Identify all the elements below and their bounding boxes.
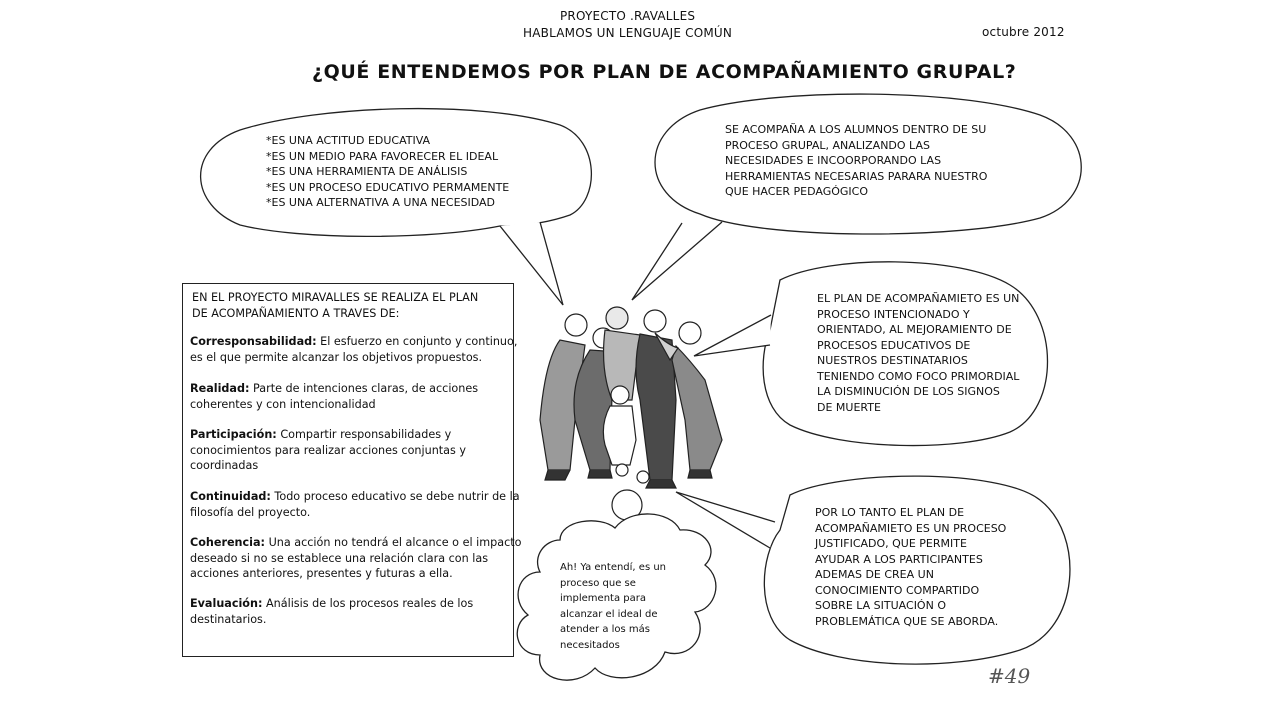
box-item-term: Participación: <box>190 428 277 441</box>
header-subtitle: HABLAMOS UN LENGUAJE COMÚN <box>523 26 733 40</box>
bubble-bottom-right-text <box>815 505 1006 629</box>
bubble-line: *ES UNA ALTERNATIVA A UNA NECESIDAD <box>266 196 496 209</box>
cloud-line: alcanzar el ideal de <box>560 608 658 620</box>
box-item-evaluacion <box>190 596 473 627</box>
bubble-top-right-text <box>725 122 987 200</box>
bubble-line: *ES UNA HERRAMIENTA DE ANÁLISIS <box>266 165 468 178</box>
box-item-desc: El esfuerzo en conjunto y continuo, <box>316 335 518 348</box>
bubble-line: *ES UN MEDIO PARA FAVORECER EL IDEAL <box>266 149 499 163</box>
cloud-line: proceso que se <box>560 577 636 589</box>
header-project: PROYECTO .RAVALLES <box>560 9 696 23</box>
bubble-line: ADEMAS DE CREA UN <box>815 568 934 581</box>
bubble-line: QUE HACER PEDAGÓGICO <box>725 185 869 198</box>
bubble-line: DE MUERTE <box>817 400 881 414</box>
group-of-people-illustration <box>540 307 722 488</box>
box-item-continuidad <box>190 489 520 520</box>
bubble-line: SOBRE LA SITUACIÓN O <box>815 599 946 612</box>
bubble-mid-right-text <box>817 291 1019 415</box>
handwritten-page-number: #49 <box>988 664 1031 688</box>
bubble-line: TENIENDO COMO FOCO PRIMORDIAL <box>817 369 1020 383</box>
bubble-line: NUESTROS DESTINATARIOS <box>817 354 968 367</box>
bubble-line: ORIENTADO, AL MEJORAMIENTO DE <box>817 323 1012 336</box>
box-item-corresponsabilidad <box>190 334 517 365</box>
bubble-line: *ES UNA ACTITUD EDUCATIVA <box>266 134 431 147</box>
box-item-desc: Una acción no tendrá el alcance o el impacto deseado si no se establece una relación clara con las acciones anteriores, presentes y futuras a ella. <box>190 536 522 580</box>
box-intro <box>192 290 478 321</box>
page-title: ¿QUÉ ENTENDEMOS POR PLAN DE ACOMPAÑAMIENTO GRUPAL? <box>312 61 1017 83</box>
box-item-desc: Compartir responsabilidades y conocimientos para realizar acciones conjuntas y coordinadas <box>190 428 467 472</box>
bubble-line: NECESIDADES E INCOORPORANDO LAS <box>725 154 942 167</box>
cloud-line: implementa para <box>560 593 646 604</box>
box-item-desc: Parte de intenciones claras, de acciones coherentes y con intencionalidad <box>190 382 479 411</box>
bubble-line: PROCESOS EDUCATIVOS DE <box>817 338 971 352</box>
box-item-desc: Todo proceso educativo se debe nutrir de la filosofía del proyecto. <box>190 490 520 519</box>
bubble-line: *ES UN PROCESO EDUCATIVO PERMAMENTE <box>266 180 510 194</box>
box-item-term: Corresponsabilidad: <box>190 335 317 348</box>
box-item-participacion <box>190 427 466 474</box>
bubble-line: PROCESO GRUPAL, ANALIZANDO LAS <box>725 138 930 152</box>
box-item-coherencia <box>190 535 521 582</box>
bubble-top-left-text <box>266 133 509 211</box>
cloud-line: Ah! Ya entendí, es un <box>560 562 667 573</box>
bubble-line: POR LO TANTO EL PLAN DE <box>815 506 965 519</box>
header-date: octubre 2012 <box>982 25 1065 39</box>
bubble-line: HERRAMIENTAS NECESARIAS PARARA NUESTRO <box>725 169 988 183</box>
box-item-term: Evaluación: <box>190 597 263 610</box>
thought-dot-small <box>637 471 649 483</box>
bubble-line: CONOCIMIENTO COMPARTIDO <box>815 583 980 597</box>
bubble-line: LA DISMINUCIÓN DE LOS SIGNOS <box>817 385 1000 398</box>
bubble-mid-right-tail <box>694 315 771 356</box>
cloud-text <box>560 560 666 653</box>
box-intro-line: DE ACOMPAÑAMIENTO A TRAVES DE: <box>192 306 400 320</box>
bubble-line: JUSTIFICADO, QUE PERMITE <box>815 537 967 550</box>
box-item-term: Coherencia: <box>190 536 266 549</box>
box-item-desc: Análisis de los procesos reales de los destinatarios. <box>190 597 474 626</box>
bubble-line: AYUDAR A LOS PARTICIPANTES <box>815 552 983 566</box>
bubble-line: SE ACOMPAÑA A LOS ALUMNOS DENTRO DE SU <box>725 123 987 136</box>
bubble-top-right-tail <box>632 222 722 300</box>
box-item-term: Realidad: <box>190 382 250 395</box>
bubble-line: PROCESO INTENCIONADO Y <box>817 307 970 321</box>
principles-box <box>182 283 522 657</box>
cloud-line: atender a los más <box>560 624 650 635</box>
box-item-term: Continuidad: <box>190 490 271 503</box>
bubble-line: EL PLAN DE ACOMPAÑAMIETO ES UN <box>817 292 1020 305</box>
box-item-realidad <box>190 381 478 412</box>
box-intro-line: EN EL PROYECTO MIRAVALLES SE REALIZA EL PLAN <box>192 291 479 304</box>
box-item-desc: es el que permite alcanzar los objetivos propuestos. <box>190 350 483 364</box>
bubble-line: ACOMPAÑAMIETO ES UN PROCESO <box>815 521 1007 535</box>
bubble-line: PROBLEMÁTICA QUE SE ABORDA. <box>815 614 999 628</box>
cloud-line: necesitados <box>560 639 620 651</box>
